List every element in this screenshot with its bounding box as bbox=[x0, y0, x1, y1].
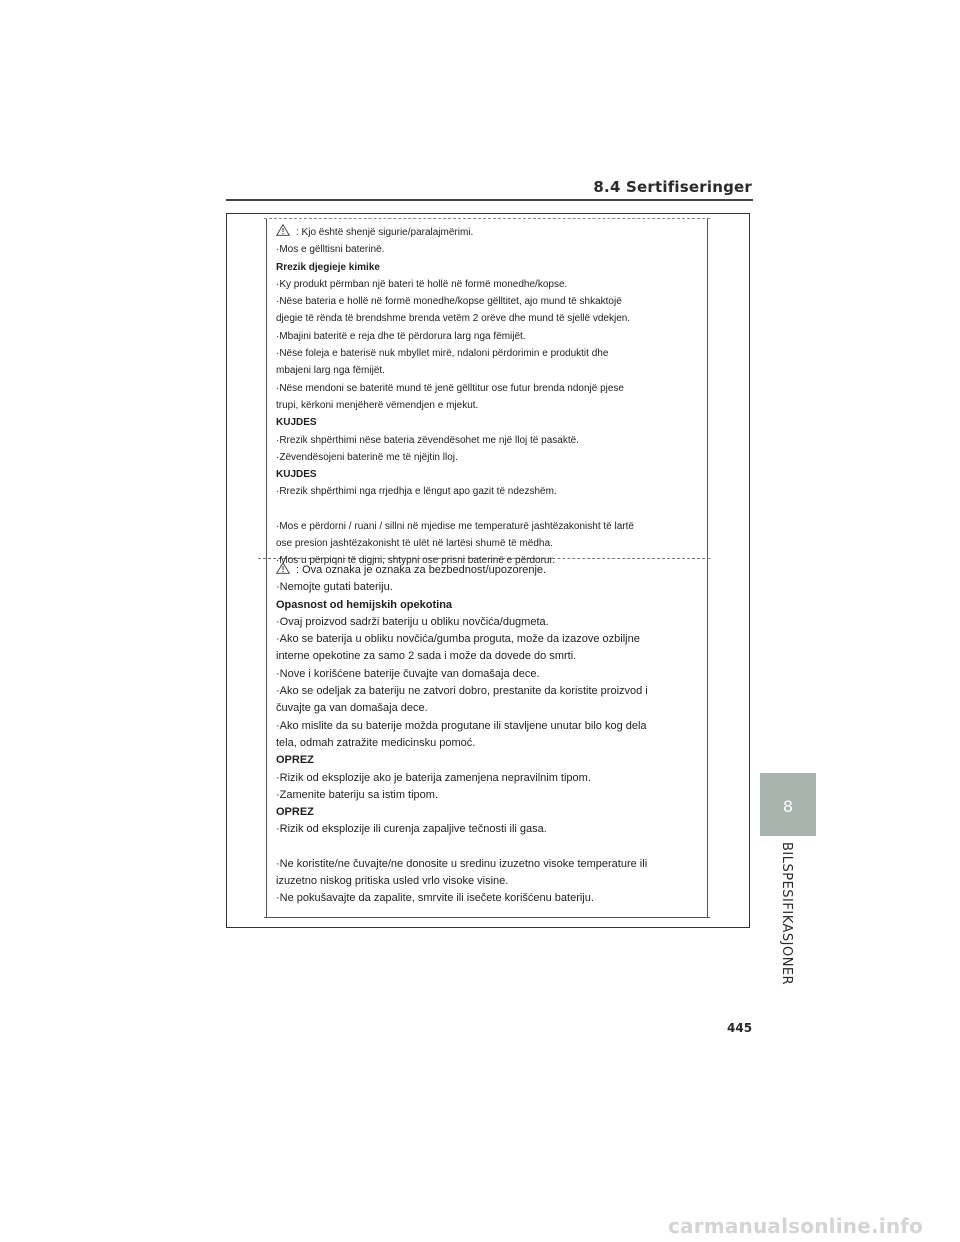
header-rule bbox=[226, 199, 753, 201]
albanian-line: ·Ky produkt përmban një bateri të hollë në formë monedhe/kopse. bbox=[276, 278, 568, 290]
albanian-heading: Rrezik djegieje kimike bbox=[276, 261, 380, 273]
serbian-line: tela, odmah zatražite medicinsku pomoć. bbox=[276, 736, 476, 749]
serbian-warning-block bbox=[276, 562, 701, 908]
albanian-warning-block bbox=[276, 224, 701, 570]
serbian-warning-line bbox=[276, 562, 701, 579]
chapter-number: 8 bbox=[782, 797, 794, 816]
albanian-line: ·Zëvendësojeni baterinë me të njëjtin lloj. bbox=[276, 451, 458, 463]
albanian-line: ·Mos e përdorni / ruani / sillni në mjedise me temperaturë jashtëzakonisht të lartë bbox=[276, 520, 634, 532]
warning-triangle-icon bbox=[276, 224, 290, 236]
serbian-line: ·Rizik od eksplozije ako je baterija zamenjena nepravilnim tipom. bbox=[276, 771, 591, 784]
albanian-line: trupi, kërkoni menjëherë vëmendjen e mjekut. bbox=[276, 399, 479, 411]
chapter-label: BILSPESIFIKASJONER bbox=[779, 842, 794, 986]
albanian-line: ·Mos u përpiqni të digjni, shtypni ose prisni baterinë e përdorur. bbox=[276, 555, 556, 567]
scanned-label-top-edge bbox=[264, 218, 710, 219]
serbian-heading: OPREZ bbox=[276, 806, 314, 819]
albanian-line: ·Nëse bateria e hollë në formë monedhe/kopse gëlltitet, ajo mund të shkaktojë bbox=[276, 296, 622, 308]
chapter-tab bbox=[760, 773, 816, 836]
serbian-line: ·Nemojte gutati bateriju. bbox=[276, 581, 393, 594]
albanian-line: ·Mbajini bateritë e reja dhe të përdorura larg nga fëmijët. bbox=[276, 330, 526, 342]
albanian-heading: KUJDES bbox=[276, 417, 317, 429]
serbian-line: interne opekotine za samo 2 sada i može da dovede do smrti. bbox=[276, 650, 577, 663]
albanian-line: mbajeni larg nga fëmijët. bbox=[276, 365, 385, 377]
albanian-line: ose presion jashtëzakonisht të ulët në lartësi shumë të mëdha. bbox=[276, 538, 553, 550]
albanian-warning-text: : Kjo është shenjë sigurie/paralajmërimi. bbox=[296, 227, 474, 238]
albanian-line: ·Nëse foleja e baterisë nuk mbyllet mirë, ndaloni përdorimin e produktit dhe bbox=[276, 348, 609, 360]
serbian-line: ·Nove i korišćene baterije čuvajte van domašaja dece. bbox=[276, 667, 540, 680]
spacer bbox=[276, 501, 701, 518]
albanian-line: djegie të rënda të brendshme brenda vetëm 2 orëve dhe mund të sjellë vdekjen. bbox=[276, 313, 631, 325]
serbian-line: ·Ako se odeljak za bateriju ne zatvori dobro, prestanite da koristite proizvod i bbox=[276, 685, 648, 698]
serbian-warning-text: : Ova oznaka je oznaka za bezbednost/upozorenje. bbox=[296, 564, 547, 576]
serbian-line: ·Ovaj proizvod sadrži bateriju u obliku novčića/dugmeta. bbox=[276, 615, 549, 628]
albanian-line: ·Mos e gëlltisni baterinë. bbox=[276, 244, 385, 256]
warning-triangle-icon bbox=[276, 562, 290, 574]
serbian-line: izuzetno niskog pritiska usled vrlo visoke visine. bbox=[276, 875, 509, 888]
serbian-line: ·Zamenite bateriju sa istim tipom. bbox=[276, 788, 438, 801]
serbian-line: ·Ne koristite/ne čuvajte/ne donosite u sredinu izuzetno visoke temperature ili bbox=[276, 857, 648, 870]
serbian-line: ·Rizik od eksplozije ili curenja zapaljive tečnosti ili gasa. bbox=[276, 823, 547, 836]
serbian-heading: OPREZ bbox=[276, 754, 314, 767]
serbian-line: ·Ako mislite da su baterije možda progutane ili stavljene unutar bilo kog dela bbox=[276, 719, 647, 732]
serbian-heading: Opasnost od hemijskih opekotina bbox=[276, 598, 453, 611]
section-header: 8.4 Sertifiseringer bbox=[593, 178, 752, 196]
albanian-heading: KUJDES bbox=[276, 469, 317, 481]
albanian-line: ·Rrezik shpërthimi nga rrjedhja e lëngut apo gazit të ndezshëm. bbox=[276, 486, 557, 498]
spacer bbox=[276, 839, 701, 856]
albanian-line: ·Rrezik shpërthimi nëse bateria zëvendësohet me një lloj të pasaktë. bbox=[276, 434, 579, 446]
serbian-line: ·Ako se baterija u obliku novčića/gumba proguta, može da izazove ozbiljne bbox=[276, 633, 640, 646]
watermark: carmanualsonline.info bbox=[668, 1214, 924, 1238]
albanian-warning-line bbox=[276, 224, 701, 241]
scanned-label-bottom-edge bbox=[264, 917, 710, 918]
page-number: 445 bbox=[727, 1021, 753, 1035]
albanian-line: ·Nëse mendoni se bateritë mund të jenë gëlltitur ose futur brenda ndonjë pjese bbox=[276, 382, 624, 394]
serbian-line: ·Ne pokušavajte da zapalite, smrvite ili isečete korišćenu bateriju. bbox=[276, 892, 594, 905]
serbian-line: čuvajte ga van domašaja dece. bbox=[276, 702, 428, 715]
